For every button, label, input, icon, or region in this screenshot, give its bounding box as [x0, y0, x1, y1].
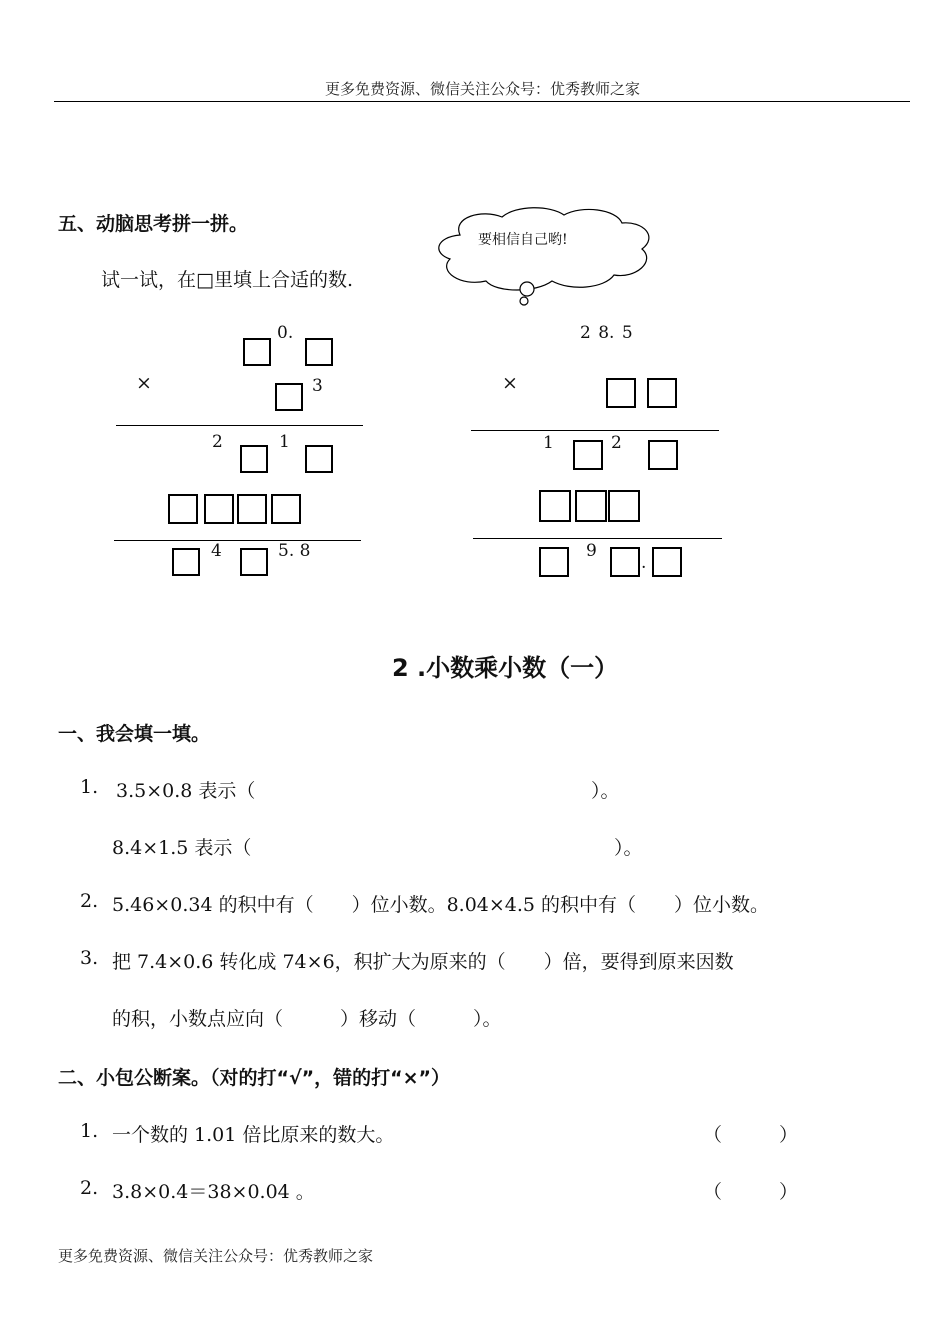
- digit-box[interactable]: [647, 378, 677, 408]
- digit-box[interactable]: [240, 548, 268, 576]
- question-text: 5.46×0.34 的积中有（ ）位小数。8.04×4.5 的积中有（ ）位小数。: [112, 894, 770, 916]
- question-text: 3.8×0.4＝38×0.04 。: [112, 1181, 315, 1203]
- multiplicand: 2 8. 5: [580, 323, 633, 343]
- digit-box[interactable]: [237, 494, 267, 524]
- section-5-heading: 五、动脑思考拼一拼。: [58, 213, 249, 235]
- digit-label: 5. 8: [278, 541, 311, 561]
- puzzle-1-rule-1: [116, 425, 363, 426]
- digit-label: 0.: [277, 323, 294, 343]
- digit-label: 1: [543, 433, 554, 453]
- digit-label: 2: [212, 432, 223, 452]
- digit-box[interactable]: [305, 445, 333, 473]
- digit-box[interactable]: [539, 547, 569, 577]
- digit-box[interactable]: [305, 338, 333, 366]
- decimal-point: .: [641, 553, 647, 573]
- part-1-heading: 一、我会填一填。: [58, 723, 211, 745]
- puzzle-2-rule-1: [471, 430, 719, 431]
- digit-box[interactable]: [648, 440, 678, 470]
- digit-label: 2: [611, 433, 622, 453]
- question-number: 2.: [80, 890, 99, 912]
- lesson-title: 2 .小数乘小数（一）: [392, 654, 619, 682]
- question-number: 1.: [80, 776, 99, 798]
- answer-parentheses[interactable]: （ ）: [703, 1124, 799, 1146]
- digit-box[interactable]: [610, 547, 640, 577]
- times-sign: ×: [136, 372, 152, 394]
- digit-box[interactable]: [539, 490, 571, 522]
- question-text: 的积，小数点应向（ ）移动（ ）。: [112, 1008, 502, 1030]
- digit-label: 9: [586, 541, 597, 561]
- part-2-heading: 二、小包公断案。（对的打“√”，错的打“×”）: [58, 1067, 451, 1089]
- puzzle-1-rule-2: [114, 540, 361, 541]
- question-text: 3.5×0.8 表示（: [116, 780, 256, 802]
- answer-parentheses[interactable]: （ ）: [703, 1181, 799, 1203]
- digit-box[interactable]: [204, 494, 234, 524]
- digit-box[interactable]: [608, 490, 640, 522]
- puzzle-2-rule-2: [473, 538, 722, 539]
- question-number: 1.: [80, 1120, 99, 1142]
- question-number: 3.: [80, 947, 99, 969]
- digit-box[interactable]: [275, 383, 303, 411]
- digit-box[interactable]: [168, 494, 198, 524]
- bubble-text: 要相信自己哟!: [478, 232, 568, 248]
- question-text-end: ）。: [591, 780, 620, 802]
- question-text: 一个数的 1.01 倍比原来的数大。: [112, 1124, 395, 1146]
- digit-label: 1: [279, 432, 290, 452]
- question-text-end: ）。: [614, 837, 643, 859]
- digit-box[interactable]: [573, 440, 603, 470]
- header-rule: [54, 101, 910, 102]
- question-text: 8.4×1.5 表示（: [112, 837, 252, 859]
- times-sign: ×: [502, 372, 518, 394]
- digit-box[interactable]: [652, 547, 682, 577]
- thought-bubble: [430, 203, 660, 311]
- digit-label: 3: [312, 376, 323, 396]
- page-header: 更多免费资源、微信关注公众号：优秀教师之家: [324, 80, 640, 98]
- section-5-instruction: 试一试，在□里填上合适的数.: [101, 269, 353, 291]
- question-text: 把 7.4×0.6 转化成 74×6，积扩大为原来的（ ）倍，要得到原来因数: [112, 951, 734, 973]
- question-number: 2.: [80, 1177, 99, 1199]
- digit-box[interactable]: [606, 378, 636, 408]
- digit-box[interactable]: [243, 338, 271, 366]
- digit-box[interactable]: [575, 490, 607, 522]
- digit-label: 4: [211, 541, 222, 561]
- page-footer: 更多免费资源、微信关注公众号：优秀教师之家: [58, 1247, 374, 1265]
- digit-box[interactable]: [271, 494, 301, 524]
- digit-box[interactable]: [240, 445, 268, 473]
- digit-box[interactable]: [172, 548, 200, 576]
